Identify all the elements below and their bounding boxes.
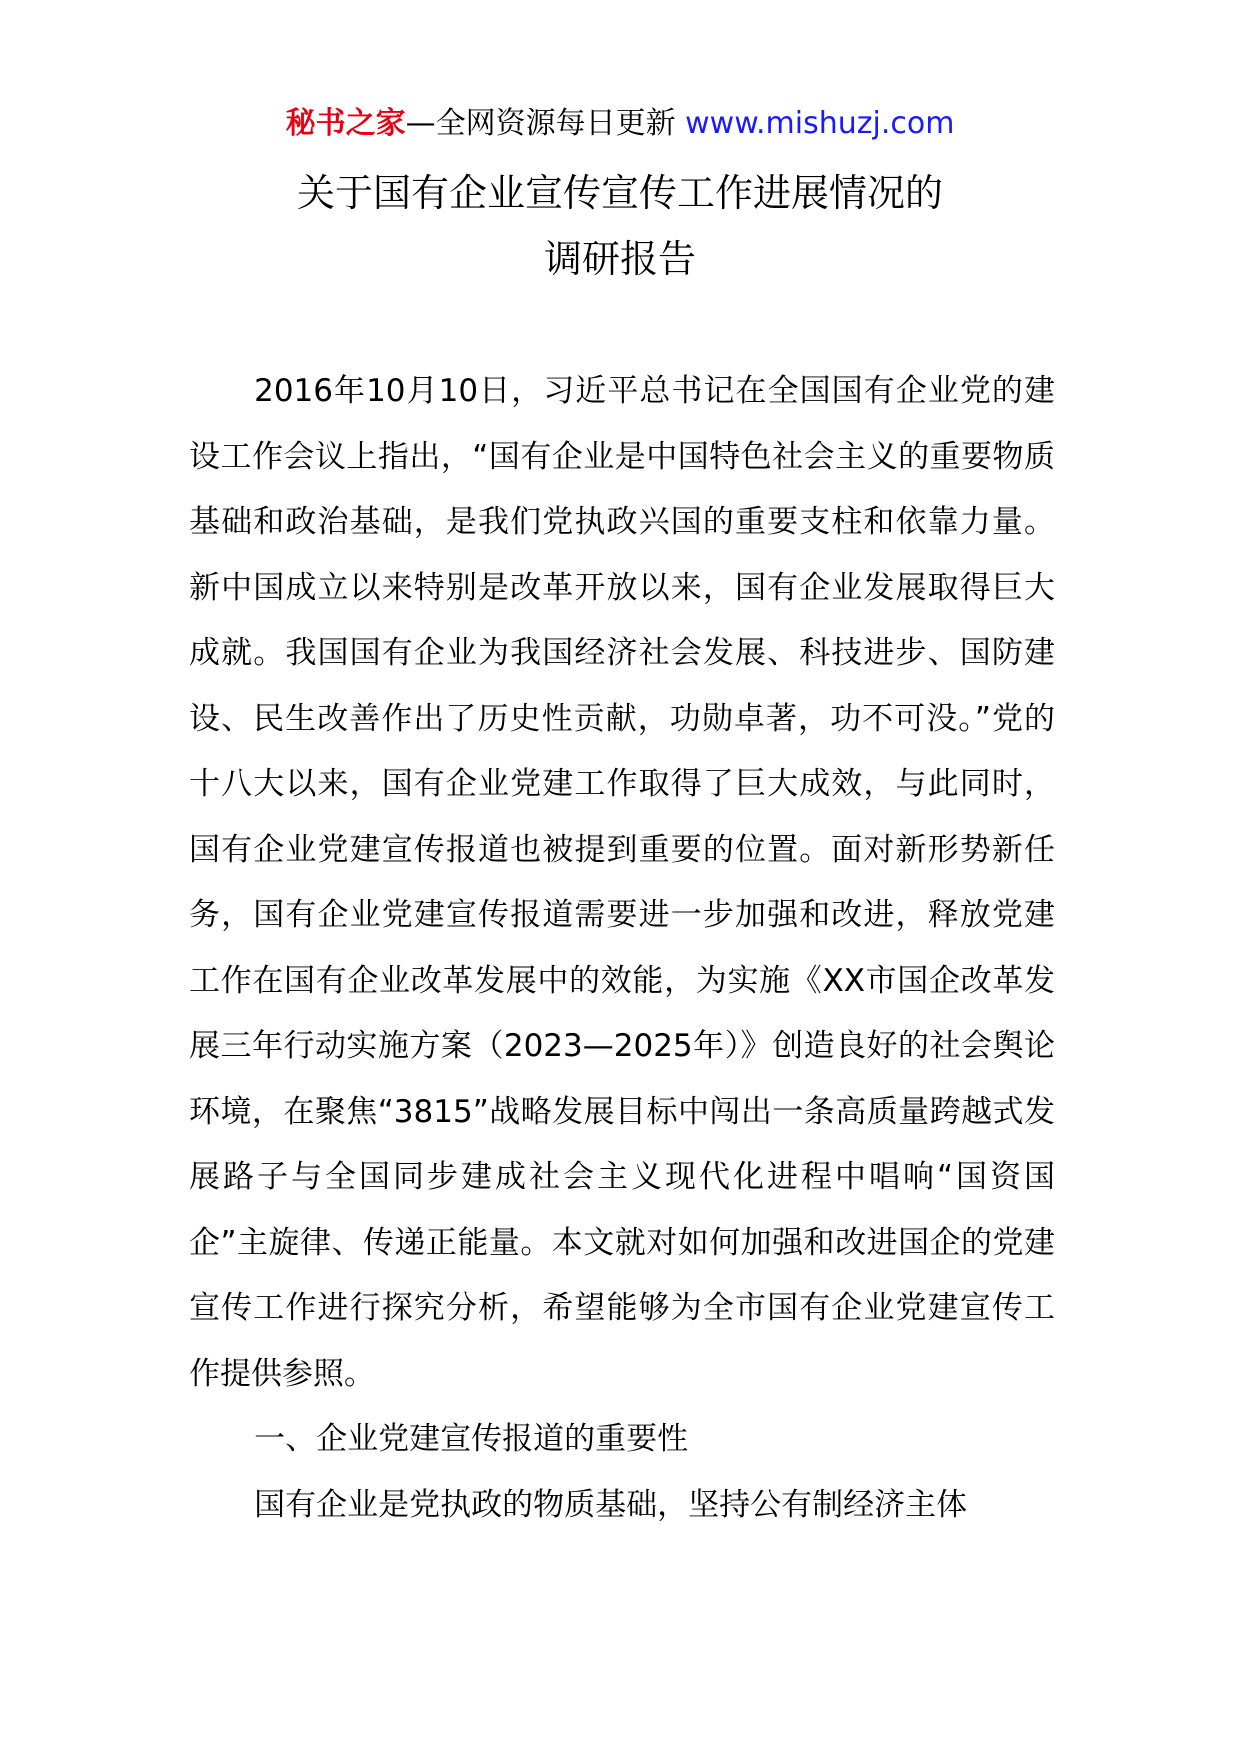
brand-name: 秘书之家 — [285, 106, 406, 141]
site-header — [0, 102, 1240, 146]
document-title-line-1: 关于国有企业宣传宣传工作进展情况的 — [296, 171, 943, 215]
section-heading-1: 一、企业党建宣传报道的重要性 — [254, 1421, 689, 1457]
body-paragraph-intro: 2016年10月10日，习近平总书记在全国国有企业党的建设工作会议上指出，“国有企业是中国特色社会主义的重要物质基础和政治基础，是我们党执政兴国的重要支柱和依靠力量。新中国成立以来特别是改革开放以来，国有企业发展取得巨大成就。我国国有企业为我国经济社会发展、科技进步、国防建设、民生改善作出了历史性贡献，功勋卓著，功不可没。”党的十八大以来，国有企业党建工作取得了巨大成效，与此同时，国有企业党建宣传报道也被提到重要的位置。面对新形势新任务，国有企业党建宣传报道需要进一步加强和改进，释放党建工作在国有企业改革发展中的效能，为实施《XX市国企改革发展三年行动实施方案（2023—2025年）》创造良好的社会舆论环境，在聚焦“3815”战略发展目标中闯出一条高质量跨越式发展路子与全国同步建成社会主义现代化进程中唱响“国资国企”主旋律、传递正能量。本文就对如何加强和改进国企的党建宣传工作进行探究分析，希望能够为全市国有企业党建宣传工作提供参照。 — [189, 373, 1055, 1392]
document-title-line-2: 调研报告 — [543, 237, 696, 281]
site-slogan: —全网资源每日更新 — [405, 106, 686, 141]
site-url-link[interactable]: www.mishuzj.com — [685, 106, 955, 141]
body-paragraph-section-1: 国有企业是党执政的物质基础，坚持公有制经济主体 — [254, 1486, 968, 1523]
document-body — [189, 359, 1055, 1538]
